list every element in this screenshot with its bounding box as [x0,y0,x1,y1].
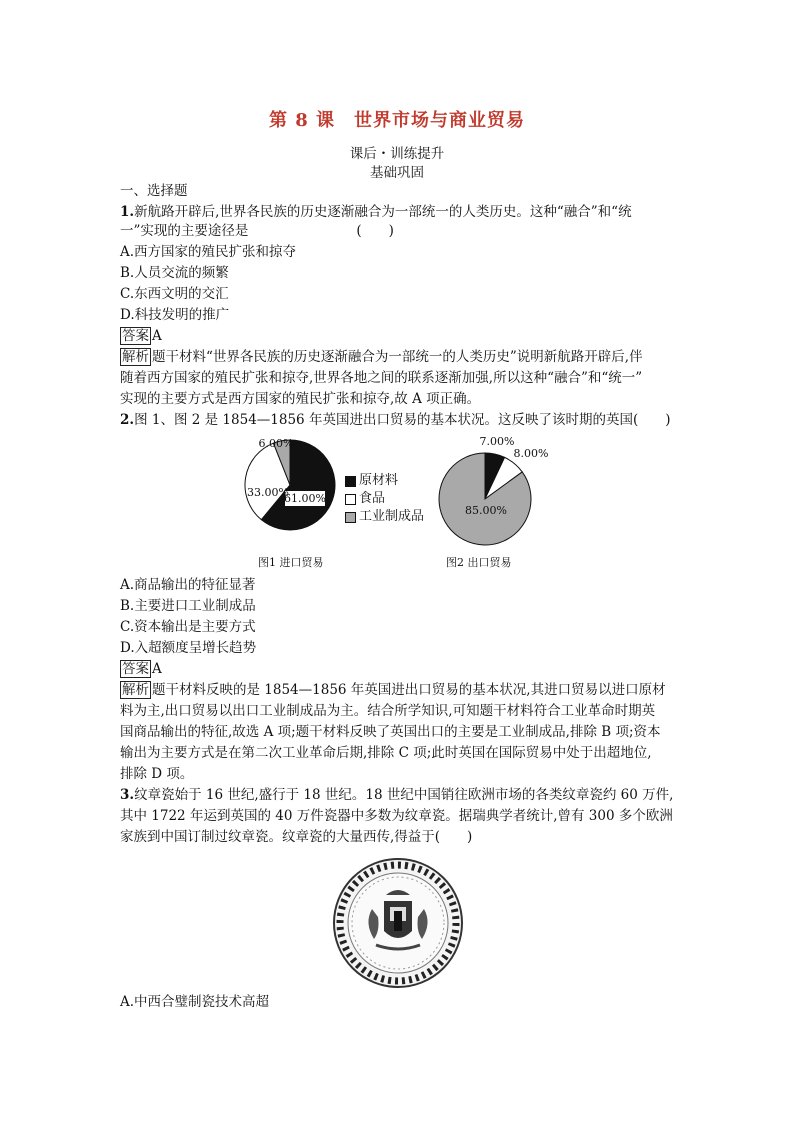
section-heading: 一、选择题 [120,183,188,199]
q2-stem: 2.图 1、图 2 是 1854—1856 年英国进出口贸易的基本状况。这反映了该时期的英国( ) [120,412,671,428]
pie-label-import-1: 33.00% [247,486,289,499]
q2-option-a: A.商品输出的特征显著 [120,577,256,593]
legend-item-manufactured: 工业制成品 [345,508,424,526]
q2-analysis-line5: 排除 D 项。 [120,766,194,782]
pie-label-import-0: 61.00% [284,492,326,505]
q1-analysis-line2: 随着西方国家的殖民扩张和掠夺,世界各地之间的联系逐渐加强,所以这种“融合”和“统一” [120,370,643,386]
pie-label-export-1: 8.00% [513,447,549,460]
q1-analysis-line3: 实现的主要方式是西方国家的殖民扩张和掠夺,故 A 项正确。 [120,391,481,407]
pie-label-import-2: 6.00% [258,437,294,450]
pie-chart-export [439,434,548,545]
legend-swatch-food [345,494,356,505]
q2-answer: 答案 A [122,661,162,677]
q1-option-a: A.西方国家的殖民扩张和掠夺 [120,244,297,260]
subtitle-practice: 课后・训练提升 [349,146,445,162]
q3-number: 3. [120,787,135,803]
answer-tag: 答案 [122,661,149,677]
q2-option-b: B.主要进口工业制成品 [120,598,256,614]
page-title: 第 8 课 世界市场与商业贸易 [268,110,526,131]
pie-label-export-0: 7.00% [479,435,515,448]
pie-chart-import [245,437,335,530]
q3-stem-line2: 其中 1722 年运到英国的 40 万件瓷器中多数为纹章瓷。据瑞典学者统计,曾有 300 多个欧洲 [120,808,673,824]
q1-option-d: D.科技发明的推广 [120,307,230,323]
q1-option-c: C.东西文明的交汇 [120,286,229,302]
figure1-caption: 图1 进口贸易 [258,556,324,569]
q2-analysis-line4: 输出为主要方式是在第二次工业革命后期,排除 C 项;此时英国在国际贸易中处于出超地位, [120,745,652,761]
q1-stem-line1: 1.新航路开辟后,世界各民族的历史逐渐融合为一部统一的人类历史。这种“融合”和“统 [120,204,632,220]
analysis-tag: 解析 [122,682,149,698]
analysis-tag: 解析 [122,349,149,365]
legend-item-raw: 原材料 [345,472,424,490]
q2-option-c: C.资本输出是主要方式 [120,619,256,635]
figure2-caption: 图2 出口贸易 [446,556,512,569]
q2-analysis-line3: 国商品输出的特征,故选 A 项;题干材料反映了英国出口的主要是工业制成品,排除 B 项;资本 [120,724,661,740]
subtitle-basic: 基础巩固 [370,165,424,181]
q2-number: 2. [120,412,135,428]
q1-answer: 答案 A [122,328,162,344]
q3-stem-line1: 3.纹章瓷始于 16 世纪,盛行于 18 世纪。18 世纪中国销往欧洲市场的各类纹章瓷约 60 万件, [120,787,674,803]
q1-analysis-line1: 解析 题干材料“世界各民族的历史逐渐融合为一部统一的人类历史”说明新航路开辟后,伴 [122,349,643,365]
answer-tag: 答案 [122,328,149,344]
armorial-porcelain-plate-image [332,857,464,989]
q1-option-b: B.人员交流的频繁 [120,265,229,281]
legend-swatch-manufactured [345,512,356,523]
q2-analysis-line2: 料为主,出口贸易以出口工业制成品为主。结合所学知识,可知题干材料符合工业革命时期英 [120,703,656,719]
legend-item-food: 食品 [345,490,424,508]
legend-swatch-raw [345,476,356,487]
q2-analysis-line1: 解析 题干材料反映的是 1854—1856 年英国进出口贸易的基本状况,其进口贸易以进口原材 [122,682,666,698]
q1-number: 1. [120,204,135,220]
q3-option-a: A.中西合璧制瓷技术高超 [120,994,270,1010]
q1-stem-line2: 一”实现的主要途径是 ( ) [120,223,394,239]
pie-label-export-2: 85.00% [465,504,507,517]
q2-option-d: D.入超额度呈增长趋势 [120,640,257,656]
q3-stem-line3: 家族到中国订制过纹章瓷。纹章瓷的大量西传,得益于( ) [120,829,473,845]
chart-legend [345,472,424,526]
